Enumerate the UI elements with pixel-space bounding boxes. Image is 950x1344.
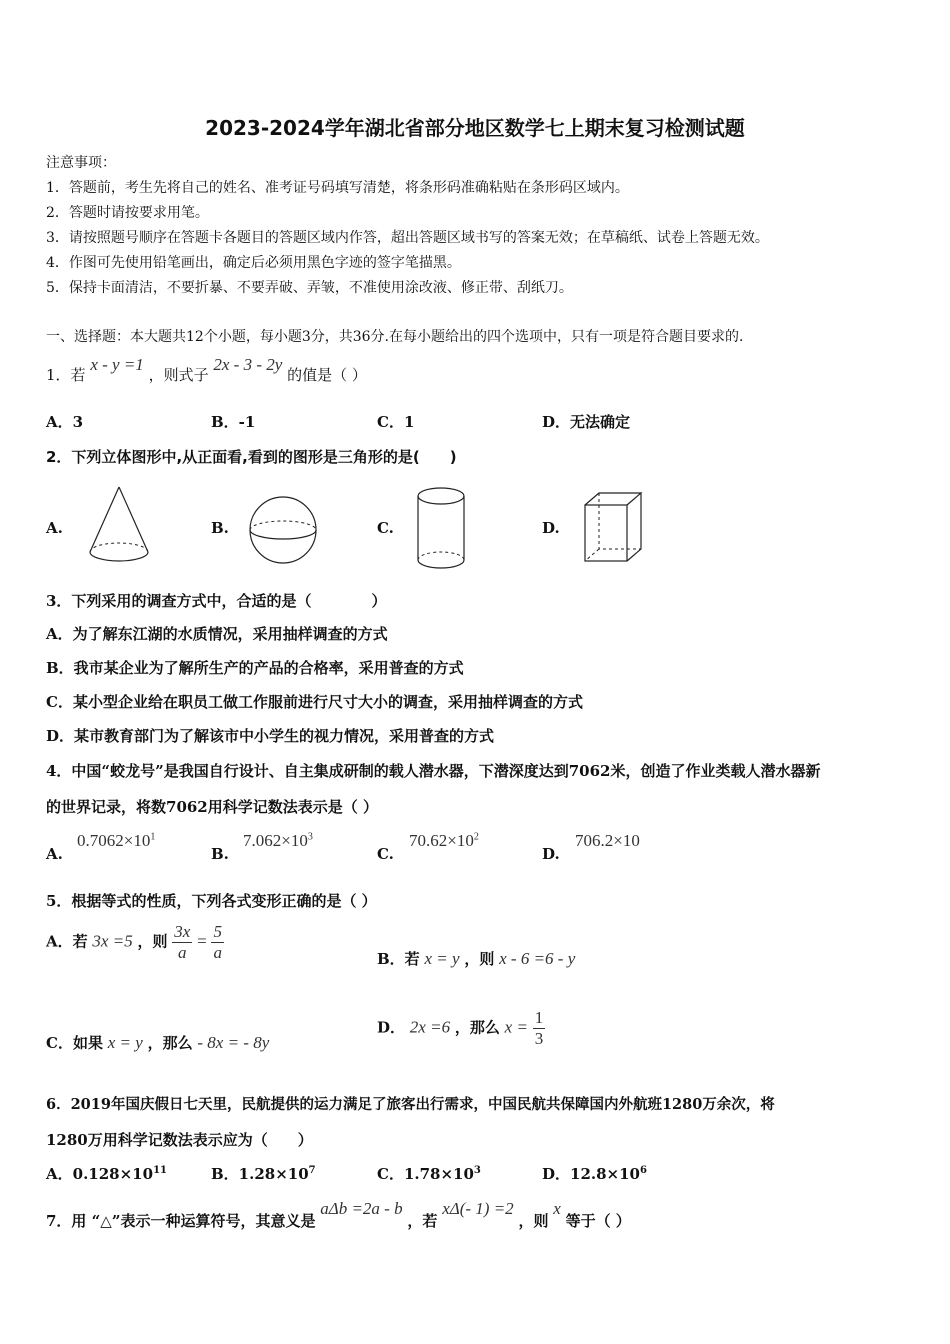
- cube-icon: [582, 490, 644, 564]
- question-6-stem-line1: 6．2019年国庆假日七天里，民航提供的运力满足了旅客出行需求，中国民航共保障国内外航班1280万余次，将: [46, 1096, 775, 1113]
- q5-a-label: A．若: [46, 932, 88, 951]
- q1-option-d[interactable]: D．无法确定: [542, 413, 631, 431]
- q6-option-d[interactable]: D．$12.8\times 10^6$: [542, 1165, 647, 1183]
- q5-d-fraction: $\frac{1}{3}$: [534, 1008, 544, 1048]
- question-5-stem: 5．根据等式的性质，下列各式变形正确的是（ ）: [46, 892, 377, 910]
- question-4-stem-line2: 的世界记录，将数7062用科学记数法表示是（ ）: [46, 798, 378, 816]
- notice-item: 3．请按照题号顺序在答题卡各题目的答题区域内作答，超出答题区域书写的答案无效；在草稿纸、试卷上答题无效。: [46, 230, 769, 246]
- question-7: [46, 1198, 631, 1230]
- q1-option-c[interactable]: C．1: [377, 413, 415, 431]
- q5-d-condition: 2x =6: [409, 1017, 451, 1037]
- q5-a-equals: =: [197, 931, 207, 951]
- q1-condition: x - y =1: [90, 355, 144, 374]
- q4-option-d-label[interactable]: D.: [542, 845, 560, 863]
- q7-pre: 7．用 “△”表示一种运算符号，其意义是: [46, 1212, 316, 1230]
- q5-d-mid: ，那么: [454, 1018, 500, 1037]
- sphere-icon: [246, 493, 320, 567]
- q5-b-label: B．若: [377, 950, 420, 968]
- q7-post: 等于（ ）: [565, 1212, 631, 1230]
- question-3-stem: 3．下列采用的调查方式中，合适的是（ ）: [46, 592, 387, 610]
- q5-a-fraction-left: $\frac{3x}{a}$: [174, 922, 191, 962]
- q5-option-d[interactable]: [377, 1008, 545, 1049]
- q5-c-label: C．如果: [46, 1034, 103, 1052]
- notice-item: 1．答题前，考生先将自己的姓名、准考证号码填写清楚，将条形码准确粘贴在条形码区域内。: [46, 180, 629, 196]
- notice-heading: 注意事项：: [46, 155, 116, 171]
- q5-option-a[interactable]: [46, 922, 224, 963]
- q5-b-result: x - 6 =6 - y: [499, 949, 576, 968]
- q7-variable: x: [553, 1199, 561, 1218]
- section-heading: 一、选择题：本大题共12个小题，每小题3分，共36分.在每小题给出的四个选项中，只有一项是符合题目要求的.: [46, 329, 744, 345]
- q6-option-b[interactable]: B．$1.28\times 10^7$: [211, 1165, 316, 1183]
- page-title: 2023-2024学年湖北省部分地区数学七上期末复习检测试题: [205, 116, 745, 140]
- q7-mid2: ，则: [518, 1212, 549, 1230]
- q2-option-a-label[interactable]: A.: [46, 519, 63, 537]
- q3-option-b[interactable]: B．我市某企业为了解所生产的产品的合格率，采用普查的方式: [46, 659, 464, 677]
- q5-d-lhs: x =: [504, 1017, 528, 1037]
- q7-mid: ，若: [407, 1212, 438, 1230]
- q5-c-mid: ，那么: [147, 1034, 193, 1052]
- q1-option-b[interactable]: B．-1: [211, 413, 256, 431]
- q1-post: 的值是（ ）: [287, 366, 367, 384]
- q1-mid: ，则式子: [148, 366, 209, 384]
- cylinder-icon: [412, 485, 470, 573]
- q2-option-c-label[interactable]: C.: [377, 519, 394, 537]
- notice-item: 2．答题时请按要求用笔。: [46, 205, 209, 221]
- q5-c-condition: x = y: [107, 1033, 143, 1052]
- q4-option-a-label[interactable]: A.: [46, 845, 63, 863]
- q4-option-a-value: $0.7062\times 10^1$: [77, 831, 156, 850]
- q5-option-b[interactable]: [377, 948, 575, 969]
- q1-pre: 1．若: [46, 366, 86, 384]
- q4-option-b-value: $7.062\times 10^3$: [243, 831, 313, 850]
- q2-option-b-label[interactable]: B.: [211, 519, 229, 537]
- question-2-stem: 2．下列立体图形中,从正面看,看到的图形是三角形的是( ): [46, 448, 457, 466]
- q5-a-fraction-right: $\frac{5}{a}$: [213, 922, 222, 962]
- q5-d-label: D．: [377, 1018, 406, 1037]
- q7-definition: aΔb =2a - b: [320, 1199, 403, 1218]
- q4-option-d-value: 706.2×10: [575, 831, 640, 850]
- q7-condition: xΔ(- 1) =2: [442, 1199, 514, 1218]
- q6-option-c[interactable]: C．$1.78\times 10^3$: [377, 1165, 481, 1183]
- notice-item: 4．作图可先使用铅笔画出，确定后必须用黑色字迹的签字笔描黑。: [46, 255, 461, 271]
- q5-option-c[interactable]: [46, 1032, 269, 1053]
- question-4-stem-line1: 4．中国“蛟龙号”是我国自行设计、自主集成研制的载人潜水器，下潜深度达到7062米，创造了作业类载人潜水器新: [46, 762, 821, 780]
- q1-option-a[interactable]: A．3: [46, 413, 84, 431]
- q4-option-c-label[interactable]: C.: [377, 845, 394, 863]
- q5-a-condition: 3x =5: [92, 931, 133, 951]
- question-1: [46, 354, 367, 384]
- notice-item: 5．保持卡面清洁，不要折暴、不要弄破、弄皱，不准使用涂改液、修正带、刮纸刀。: [46, 280, 573, 296]
- q3-option-c[interactable]: C．某小型企业给在职员工做工作服前进行尺寸大小的调查，采用抽样调查的方式: [46, 693, 583, 711]
- q3-option-d[interactable]: D．某市教育部门为了解该市中小学生的视力情况，采用普查的方式: [46, 727, 495, 745]
- q6-option-a[interactable]: A．$0.128\times 10^{11}$: [46, 1165, 167, 1183]
- q2-option-d-label[interactable]: D.: [542, 519, 560, 537]
- q5-b-condition: x = y: [424, 949, 460, 968]
- q4-option-b-label[interactable]: B.: [211, 845, 229, 863]
- q5-a-mid: ，则: [137, 932, 168, 951]
- q3-option-a[interactable]: A．为了解东江湖的水质情况，采用抽样调查的方式: [46, 625, 388, 643]
- q1-expression: 2x - 3 - 2y: [213, 355, 283, 374]
- q5-c-result: - 8x = - 8y: [197, 1033, 270, 1052]
- cone-icon: [82, 484, 156, 568]
- q4-option-c-value: $70.62\times 10^2$: [409, 831, 479, 850]
- question-6-stem-line2: 1280万用科学记数法表示应为（ ）: [46, 1131, 313, 1149]
- q5-b-mid: ，则: [464, 950, 495, 968]
